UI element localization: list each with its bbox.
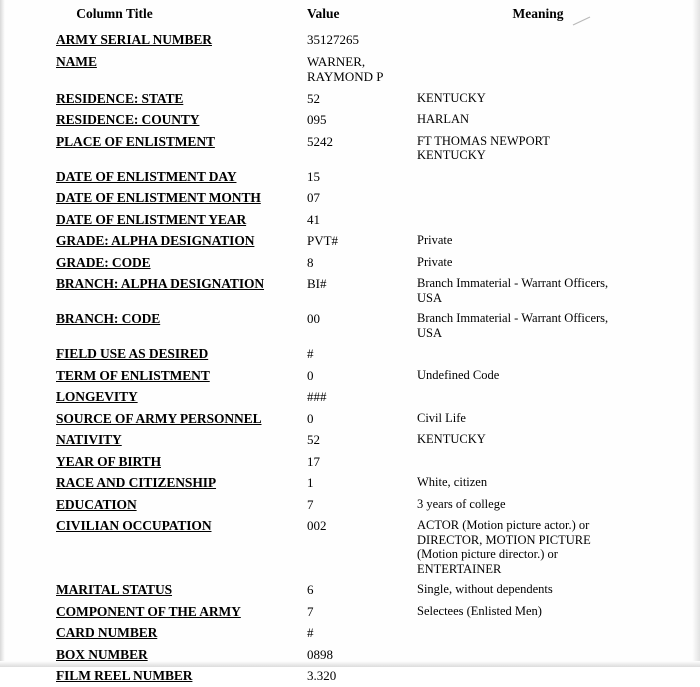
table-row: [0, 131, 700, 166]
table-row: [0, 429, 700, 451]
table-row: [0, 209, 700, 231]
table-row: [0, 109, 700, 131]
row-title-cell: [0, 622, 285, 644]
row-title-label: DATE OF ENLISTMENT YEAR: [56, 211, 247, 227]
row-title-cell: [0, 343, 285, 365]
row-title-label: BRANCH: ALPHA DESIGNATION: [56, 276, 265, 291]
table-header: [0, 0, 700, 29]
row-title-cell: [0, 252, 285, 274]
row-meaning-cell: [413, 622, 700, 644]
row-title-label: TERM OF ENLISTMENT: [56, 367, 210, 383]
row-meaning-cell: FT THOMAS NEWPORT KENTUCKY: [417, 133, 550, 162]
table-row: [0, 472, 700, 494]
row-title-cell: [0, 472, 285, 494]
row-title-label: COMPONENT OF THE ARMY: [56, 603, 241, 619]
row-meaning-cell: [413, 187, 700, 209]
row-value-cell: BI#: [307, 276, 327, 291]
table-row: [0, 408, 700, 430]
row-title-cell: [0, 451, 285, 473]
row-value-cell: 00: [307, 311, 320, 326]
table-row: [0, 187, 700, 209]
row-title-label: CARD NUMBER: [56, 625, 158, 640]
row-meaning-cell: [413, 51, 700, 88]
row-title-cell: [0, 579, 285, 601]
row-title-cell: [0, 408, 285, 430]
column-header-value: Value: [307, 6, 340, 21]
table-row: [0, 230, 700, 252]
row-title-label: CIVILIAN OCCUPATION: [56, 518, 212, 533]
row-title-cell: [0, 166, 285, 188]
row-meaning-cell: Undefined Code: [417, 367, 500, 382]
row-value-cell: 07: [307, 190, 320, 205]
row-title-cell: [0, 131, 285, 166]
row-value-cell: #: [307, 346, 314, 361]
row-meaning-cell: ACTOR (Motion picture actor.) or DIRECTOR, MOTION PICTURE (Motion picture director.) or ENTERTAINER: [417, 518, 591, 576]
row-value-cell: 7: [307, 603, 314, 619]
row-title-cell: [0, 308, 285, 343]
table-row: [0, 601, 700, 623]
row-title-label: BOX NUMBER: [56, 646, 148, 662]
row-value-cell: 3.320: [307, 668, 337, 683]
row-meaning-cell: Private: [417, 254, 453, 269]
row-title-label: FILM REEL NUMBER: [56, 668, 193, 683]
row-title-cell: [0, 29, 285, 51]
row-title-label: LONGEVITY: [56, 389, 138, 404]
row-title-label: BRANCH: CODE: [56, 311, 161, 326]
row-title-label: RESIDENCE: STATE: [56, 90, 184, 106]
table-row: [0, 386, 700, 408]
row-title-cell: [0, 601, 285, 623]
row-title-cell: [0, 109, 285, 131]
row-value-cell: 0898: [307, 646, 333, 662]
row-value-cell: PVT#: [307, 233, 339, 248]
table-body: [0, 29, 700, 687]
row-meaning-cell: KENTUCKY: [417, 432, 486, 446]
row-value-cell: 0: [307, 410, 314, 426]
row-value-cell: 095: [307, 112, 327, 127]
row-meaning-cell: 3 years of college: [417, 496, 506, 511]
column-header-column-title: Column Title: [76, 6, 153, 21]
row-meaning-cell: Civil Life: [417, 410, 466, 425]
row-value-cell: 52: [307, 90, 320, 106]
row-title-cell: [0, 88, 285, 110]
row-title-cell: [0, 187, 285, 209]
table-row: [0, 51, 700, 88]
row-meaning-cell: [413, 29, 700, 51]
row-title-label: GRADE: CODE: [56, 254, 151, 270]
table-row: [0, 365, 700, 387]
table-row: [0, 579, 700, 601]
row-value-cell: 0: [307, 367, 314, 383]
row-title-label: RESIDENCE: COUNTY: [56, 112, 200, 127]
table-row: [0, 343, 700, 365]
row-title-label: YEAR OF BIRTH: [56, 453, 161, 469]
table-row: [0, 29, 700, 51]
row-title-label: GRADE: ALPHA DESIGNATION: [56, 233, 255, 248]
row-value-cell: 8: [307, 254, 314, 270]
row-value-cell: 17: [307, 453, 320, 469]
table-row: [0, 273, 700, 308]
table-header-row: [0, 0, 700, 29]
row-title-cell: [0, 51, 285, 88]
row-title-cell: [0, 429, 285, 451]
row-title-cell: [0, 230, 285, 252]
row-title-label: ARMY SERIAL NUMBER: [56, 32, 212, 47]
row-meaning-cell: Branch Immaterial - Warrant Officers, USA: [417, 311, 609, 340]
row-value-cell: 6: [307, 582, 314, 597]
row-value-cell: 52: [307, 432, 320, 447]
row-title-label: MARITAL STATUS: [56, 582, 173, 597]
row-meaning-cell: [413, 386, 700, 408]
row-title-label: SOURCE OF ARMY PERSONNEL: [56, 410, 262, 426]
row-meaning-cell: [413, 166, 700, 188]
row-meaning-cell: Selectees (Enlisted Men): [417, 603, 542, 618]
row-title-label: RACE AND CITIZENSHIP: [56, 475, 217, 490]
row-meaning-cell: White, citizen: [417, 475, 488, 489]
table-row: [0, 166, 700, 188]
row-title-label: DATE OF ENLISTMENT DAY: [56, 168, 237, 184]
row-meaning-cell: Private: [417, 233, 453, 247]
table-row: [0, 308, 700, 343]
row-title-label: EDUCATION: [56, 496, 137, 512]
table-row: [0, 644, 700, 666]
table-row: [0, 515, 700, 579]
column-header-meaning: Meaning: [512, 6, 564, 21]
row-meaning-cell: [413, 209, 700, 231]
table-row: [0, 451, 700, 473]
row-value-cell: #: [307, 625, 314, 640]
row-title-label: NATIVITY: [56, 432, 122, 447]
row-title-cell: [0, 494, 285, 516]
row-meaning-cell: [413, 665, 700, 687]
row-title-cell: [0, 209, 285, 231]
table-row: [0, 494, 700, 516]
row-meaning-cell: [413, 343, 700, 365]
table-row: [0, 665, 700, 687]
row-meaning-cell: [413, 451, 700, 473]
row-value-cell: ###: [307, 389, 327, 404]
row-value-cell: 5242: [307, 133, 333, 149]
row-value-cell: 1: [307, 475, 314, 490]
row-value-cell: 35127265: [307, 32, 359, 47]
table-row: [0, 622, 700, 644]
row-title-label: FIELD USE AS DESIRED: [56, 346, 209, 361]
row-value-cell: 002: [307, 518, 327, 533]
row-meaning-cell: Single, without dependents: [417, 582, 553, 596]
row-value-cell: WARNER, RAYMOND P: [307, 53, 384, 84]
row-meaning-cell: [413, 644, 700, 666]
row-title-cell: [0, 515, 285, 579]
row-title-cell: [0, 644, 285, 666]
table-row: [0, 88, 700, 110]
row-title-label: PLACE OF ENLISTMENT: [56, 133, 215, 149]
row-title-cell: [0, 386, 285, 408]
row-title-cell: [0, 365, 285, 387]
row-title-cell: [0, 273, 285, 308]
row-value-cell: 41: [307, 211, 320, 227]
row-meaning-cell: Branch Immaterial - Warrant Officers, USA: [417, 276, 609, 305]
row-value-cell: 15: [307, 168, 320, 184]
table-row: [0, 252, 700, 274]
row-value-cell: 7: [307, 496, 314, 512]
row-title-cell: [0, 665, 285, 687]
row-title-label: DATE OF ENLISTMENT MONTH: [56, 190, 261, 205]
row-meaning-cell: HARLAN: [417, 112, 470, 126]
row-meaning-cell: KENTUCKY: [417, 90, 486, 105]
row-title-label: NAME: [56, 53, 97, 69]
